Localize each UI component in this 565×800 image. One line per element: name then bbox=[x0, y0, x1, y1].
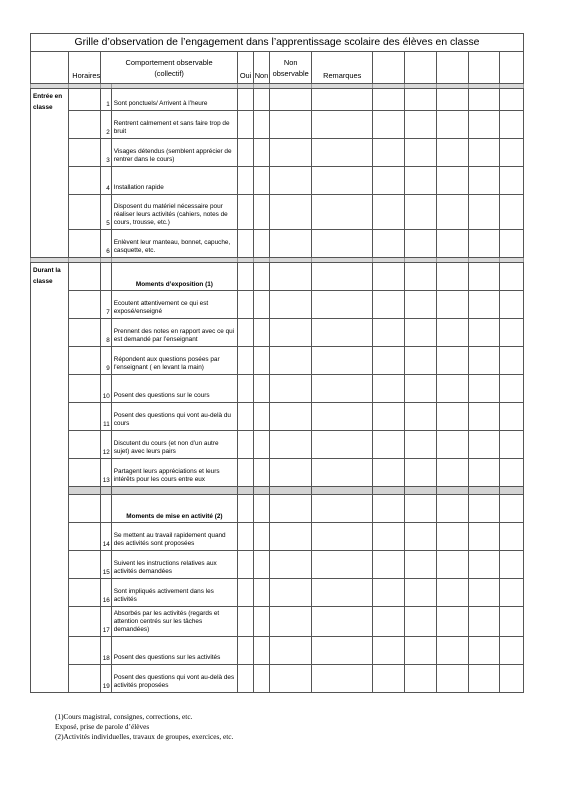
item-number: 19 bbox=[101, 665, 112, 693]
cell-oui[interactable] bbox=[238, 637, 254, 665]
item-number: 14 bbox=[101, 523, 112, 551]
cell-non-observable[interactable] bbox=[269, 291, 311, 319]
cell-remarques[interactable] bbox=[312, 551, 373, 579]
cell-remarques[interactable] bbox=[312, 403, 373, 431]
cell-non[interactable] bbox=[254, 579, 270, 607]
item-number: 6 bbox=[101, 230, 112, 258]
item-description: Posent des questions qui vont au-delà des activités proposées bbox=[111, 665, 237, 693]
header-remarques: Remarques bbox=[312, 52, 373, 84]
subheader-mise-en-activite: Moments de mise en activité (2) bbox=[111, 495, 237, 523]
cell-remarques[interactable] bbox=[312, 375, 373, 403]
cell-remarques[interactable] bbox=[312, 111, 373, 139]
cell-non-observable[interactable] bbox=[269, 637, 311, 665]
cell-remarques[interactable] bbox=[312, 89, 373, 111]
cell-non-observable[interactable] bbox=[269, 403, 311, 431]
cell-non[interactable] bbox=[254, 89, 270, 111]
header-horaires: Horaires bbox=[69, 52, 101, 84]
cell-non-observable[interactable] bbox=[269, 111, 311, 139]
cell-non[interactable] bbox=[254, 230, 270, 258]
cell-non[interactable] bbox=[254, 291, 270, 319]
item-description: Suivent les instructions relatives aux activités demandées bbox=[111, 551, 237, 579]
cell-oui[interactable] bbox=[238, 111, 254, 139]
cell-oui[interactable] bbox=[238, 319, 254, 347]
table-row bbox=[31, 579, 524, 607]
item-number: 16 bbox=[101, 579, 112, 607]
cell-remarques[interactable] bbox=[312, 637, 373, 665]
cell-remarques[interactable] bbox=[312, 230, 373, 258]
cell-oui[interactable] bbox=[238, 291, 254, 319]
table-row bbox=[31, 167, 524, 195]
cell-remarques[interactable] bbox=[312, 665, 373, 693]
cell-remarques[interactable] bbox=[312, 139, 373, 167]
cell-non-observable[interactable] bbox=[269, 579, 311, 607]
cell-remarques[interactable] bbox=[312, 167, 373, 195]
table-row bbox=[31, 523, 524, 551]
footnote-1b: Exposé, prise de parole d’élèves bbox=[55, 722, 150, 731]
table-row bbox=[31, 89, 524, 111]
cell-oui[interactable] bbox=[238, 167, 254, 195]
table-row bbox=[31, 263, 524, 291]
item-description: Partagent leurs appréciations et leurs intérêts pour les cours entre eux bbox=[111, 459, 237, 487]
item-number: 17 bbox=[101, 607, 112, 637]
cell-non-observable[interactable] bbox=[269, 375, 311, 403]
cell-oui[interactable] bbox=[238, 230, 254, 258]
cell-non[interactable] bbox=[254, 195, 270, 230]
cell-non[interactable] bbox=[254, 139, 270, 167]
item-description: Rentrent calmement et sans faire trop de bruit bbox=[111, 111, 237, 139]
cell-oui[interactable] bbox=[238, 551, 254, 579]
cell-non[interactable] bbox=[254, 111, 270, 139]
table-row bbox=[31, 230, 524, 258]
table-row bbox=[31, 195, 524, 230]
cell-non[interactable] bbox=[254, 523, 270, 551]
cell-non[interactable] bbox=[254, 431, 270, 459]
cell-oui[interactable] bbox=[238, 431, 254, 459]
item-number: 7 bbox=[101, 291, 112, 319]
table-row bbox=[31, 459, 524, 487]
item-number: 18 bbox=[101, 637, 112, 665]
item-description: Visages détendus (semblent apprécier de rentrer dans le cours) bbox=[111, 139, 237, 167]
cell-remarques[interactable] bbox=[312, 459, 373, 487]
cell-non[interactable] bbox=[254, 607, 270, 637]
cell-non-observable[interactable] bbox=[269, 230, 311, 258]
cell-oui[interactable] bbox=[238, 459, 254, 487]
item-description: Disposent du matériel nécessaire pour réaliser leurs activités (cahiers, notes de cours, trousse, etc.) bbox=[111, 195, 237, 230]
footnotes bbox=[55, 712, 233, 742]
item-description: Sont impliqués activement dans les activités bbox=[111, 579, 237, 607]
cell-remarques[interactable] bbox=[312, 523, 373, 551]
subheader-exposition: Moments d’exposition (1) bbox=[111, 263, 237, 291]
cell-non-observable[interactable] bbox=[269, 89, 311, 111]
table-row bbox=[31, 347, 524, 375]
table-row bbox=[31, 403, 524, 431]
cell-oui[interactable] bbox=[238, 579, 254, 607]
table-row bbox=[31, 551, 524, 579]
cell-oui[interactable] bbox=[238, 403, 254, 431]
item-number: 4 bbox=[101, 167, 112, 195]
cell-non-observable[interactable] bbox=[269, 607, 311, 637]
cell-remarques[interactable] bbox=[312, 195, 373, 230]
cell-oui[interactable] bbox=[238, 139, 254, 167]
grid-title: Grille d’observation de l’engagement dans l’apprentissage scolaire des élèves en classe bbox=[31, 34, 524, 52]
cell-non[interactable] bbox=[254, 347, 270, 375]
cell-non-observable[interactable] bbox=[269, 167, 311, 195]
item-number: 15 bbox=[101, 551, 112, 579]
table-row bbox=[31, 495, 524, 523]
header-comportement: Comportement observable (collectif) bbox=[101, 52, 238, 84]
table-row bbox=[31, 319, 524, 347]
cell-oui[interactable] bbox=[238, 607, 254, 637]
cell-non[interactable] bbox=[254, 319, 270, 347]
table-row bbox=[31, 607, 524, 637]
observation-table bbox=[30, 33, 524, 693]
cell-oui[interactable] bbox=[238, 665, 254, 693]
header-oui: Oui bbox=[238, 52, 254, 84]
cell-oui[interactable] bbox=[238, 523, 254, 551]
item-number: 5 bbox=[101, 195, 112, 230]
cell-non[interactable] bbox=[254, 403, 270, 431]
cell-remarques[interactable] bbox=[312, 579, 373, 607]
table-row bbox=[31, 139, 524, 167]
item-number: 12 bbox=[101, 431, 112, 459]
item-number: 1 bbox=[101, 89, 112, 111]
item-description: Sont ponctuels/ Arrivent à l’heure bbox=[111, 89, 237, 111]
item-number: 9 bbox=[101, 347, 112, 375]
item-description: Se mettent au travail rapidement quand des activités sont proposées bbox=[111, 523, 237, 551]
item-number: 13 bbox=[101, 459, 112, 487]
table-row bbox=[31, 291, 524, 319]
item-number: 11 bbox=[101, 403, 112, 431]
table-row bbox=[31, 431, 524, 459]
item-description: Posent des questions sur les activités bbox=[111, 637, 237, 665]
cell-remarques[interactable] bbox=[312, 319, 373, 347]
header-non-observable: Non observable bbox=[269, 52, 311, 84]
cell-oui[interactable] bbox=[238, 375, 254, 403]
cell-non[interactable] bbox=[254, 637, 270, 665]
item-number: 2 bbox=[101, 111, 112, 139]
item-description: Enlèvent leur manteau, bonnet, capuche, casquette, etc. bbox=[111, 230, 237, 258]
item-number: 8 bbox=[101, 319, 112, 347]
section-entree: Entrée en classe bbox=[31, 89, 69, 258]
cell-remarques[interactable] bbox=[312, 291, 373, 319]
cell-non[interactable] bbox=[254, 375, 270, 403]
cell-non[interactable] bbox=[254, 167, 270, 195]
table-row bbox=[31, 375, 524, 403]
item-description: Discutent du cours (et non d’un autre sujet) avec leurs pairs bbox=[111, 431, 237, 459]
observation-grid bbox=[30, 33, 524, 693]
item-description: Prennent des notes en rapport avec ce qui est demandé par l’enseignant bbox=[111, 319, 237, 347]
item-description: Installation rapide bbox=[111, 167, 237, 195]
cell-oui[interactable] bbox=[238, 89, 254, 111]
footnote-2: (2)Activités individuelles, travaux de groupes, exercices, etc. bbox=[55, 732, 234, 741]
item-number: 10 bbox=[101, 375, 112, 403]
cell-remarques[interactable] bbox=[312, 347, 373, 375]
item-description: Répondent aux questions posées par l’enseignant ( en levant la main) bbox=[111, 347, 237, 375]
cell-non-observable[interactable] bbox=[269, 319, 311, 347]
item-description: Ecoutent attentivement ce qui est exposé/enseigné bbox=[111, 291, 237, 319]
cell-non[interactable] bbox=[254, 551, 270, 579]
item-number: 3 bbox=[101, 139, 112, 167]
header-non: Non bbox=[254, 52, 270, 84]
footnote-1: (1)Cours magistral, consignes, corrections, etc. bbox=[55, 712, 193, 721]
cell-oui[interactable] bbox=[238, 195, 254, 230]
cell-non-observable[interactable] bbox=[269, 665, 311, 693]
cell-non-observable[interactable] bbox=[269, 523, 311, 551]
cell-non-observable[interactable] bbox=[269, 459, 311, 487]
cell-non[interactable] bbox=[254, 665, 270, 693]
cell-non-observable[interactable] bbox=[269, 195, 311, 230]
table-row bbox=[31, 637, 524, 665]
cell-remarques[interactable] bbox=[312, 607, 373, 637]
cell-oui[interactable] bbox=[238, 347, 254, 375]
cell-remarques[interactable] bbox=[312, 431, 373, 459]
cell-non-observable[interactable] bbox=[269, 551, 311, 579]
cell-non[interactable] bbox=[254, 459, 270, 487]
section-durant: Durant la classe bbox=[31, 263, 69, 693]
item-description: Posent des questions sur le cours bbox=[111, 375, 237, 403]
item-description: Absorbés par les activités (regards et attention centrés sur les tâches demandées) bbox=[111, 607, 237, 637]
cell-non-observable[interactable] bbox=[269, 347, 311, 375]
table-row bbox=[31, 665, 524, 693]
cell-non-observable[interactable] bbox=[269, 139, 311, 167]
item-description: Posent des questions qui vont au-delà du cours bbox=[111, 403, 237, 431]
table-row bbox=[31, 111, 524, 139]
cell-non-observable[interactable] bbox=[269, 431, 311, 459]
